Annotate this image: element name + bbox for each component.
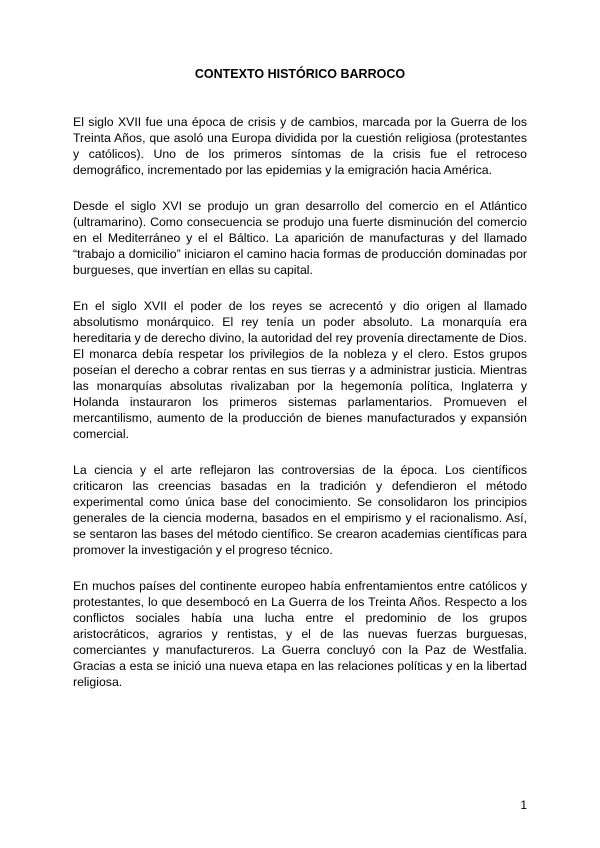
page-number: 1 [520, 798, 527, 812]
document-body [73, 114, 527, 710]
paragraph-absolutismo: En el siglo XVII el poder de los reyes se acrecentó y dio origen al llamado absolutismo monárquico. El rey tenía un poder absoluto. La monarquía era hereditaria y de derecho divino, la autoridad del rey provenía directamente de Dios. El monarca debía respetar los privilegios de la nobleza y el clero. Estos grupos poseían el derecho a cobrar rentas en sus tierras y a administrar justicia. Mientras las monarquías absolutas rivalizaban por la hegemonía política, Inglaterra y Holanda instauraron los primeros sistemas parlamentarios. Promueven el mercantilismo, aumento de la producción de bienes manufacturados y expansión comercial. [73, 299, 527, 441]
paragraph-ciencia: La ciencia y el arte reflejaron las controversias de la época. Los científicos criticaron las creencias basadas en la tradición y defendieron el método experimental como única base del conocimiento. Se consolidaron los principios generales de la ciencia moderna, basados en el empirismo y el racionalismo. Así, se sentaron las bases del método científico. Se crearon academias científicas para promover la investigación y el progreso técnico. [73, 463, 527, 557]
paragraph-crisis: El siglo XVII fue una época de crisis y de cambios, marcada por la Guerra de los Treinta Años, que asoló una Europa dividida por la cuestión religiosa (protestantes y católicos). Uno de los primeros síntomas de la crisis fue el retroceso demográfico, incrementado por las epidemias y la emigración hacia América. [73, 115, 527, 177]
paragraph-comercio: Desde el siglo XVI se produjo un gran desarrollo del comercio en el Atlántico (ultramarino). Como consecuencia se produjo una fuerte disminución del comercio en el Mediterráneo y el el Báltico. La aparición de manufacturas y del llamado “trabajo a domicilio” iniciaron el camino hacia formas de producción dominadas por burgueses, que invertían en ellas su capital. [73, 199, 527, 277]
paragraph-guerra: En muchos países del continente europeo había enfrentamientos entre católicos y protestantes, lo que desembocó en La Guerra de los Treinta Años. Respecto a los conflictos sociales había una lucha entre el predominio de los grupos aristocráticos, agrarios y rentistas, y el de las nuevas fuerzas burguesas, comerciantes y manufactureros. La Guerra concluyó con la Paz de Westfalia. Gracias a esta se inició una nueva etapa en las relaciones políticas y en la libertad religiosa. [73, 579, 527, 689]
document-title: CONTEXTO HISTÓRICO BARROCO [194, 67, 406, 81]
